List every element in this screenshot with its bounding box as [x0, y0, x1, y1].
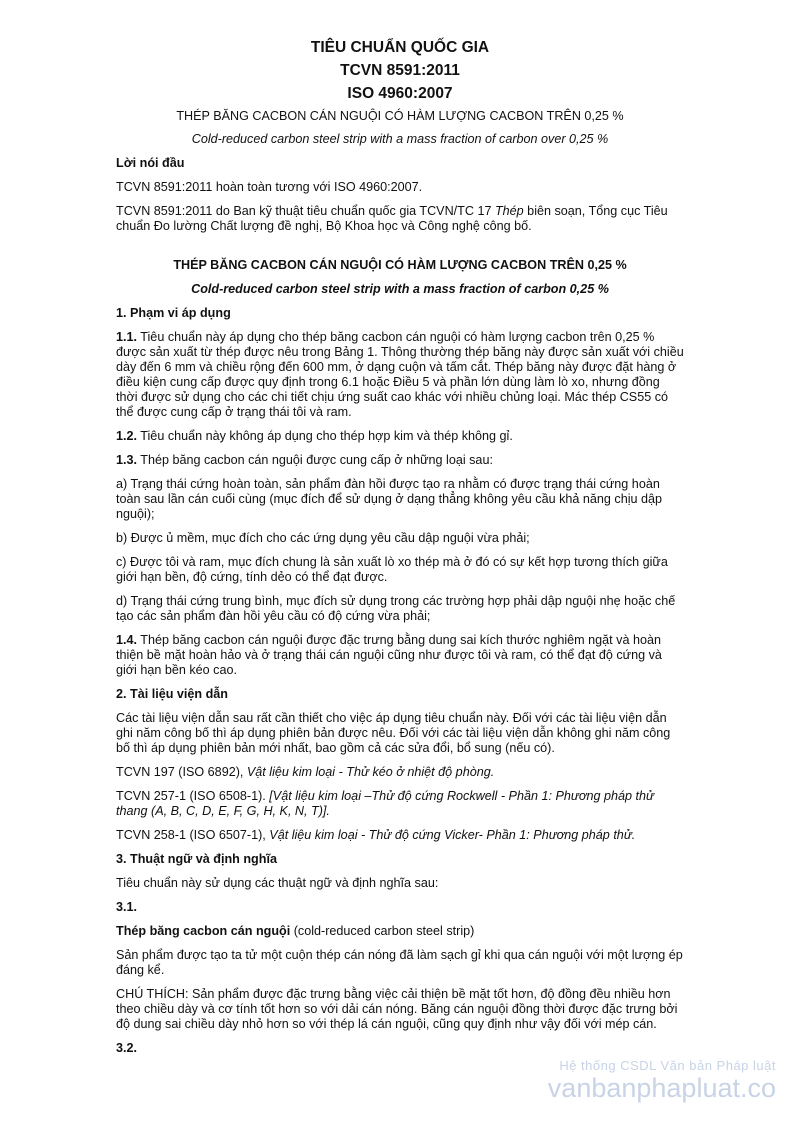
term-3-1-definition: Sản phẩm được tạo ta tử một cuộn thép cán nóng đã làm sạch gỉ khi qua cán nguội với một lượng ép đáng kể. [116, 948, 683, 977]
reference-2 [116, 789, 684, 819]
clause-1-4-num: 1.4. [116, 633, 138, 647]
term-3-1-number: 3.1. [116, 900, 138, 914]
reference-3-code: TCVN 258-1 (ISO 6507-1), [116, 828, 270, 842]
section-1-heading: 1. Phạm vi áp dụng [116, 306, 231, 320]
watermark [548, 1058, 776, 1103]
foreword-heading: Lời nói đầu [116, 156, 185, 170]
clause-1-1-num: 1.1. [116, 330, 138, 344]
national-standard-heading: TIÊU CHUẨN QUỐC GIA [310, 39, 490, 56]
section-3-intro: Tiêu chuẩn này sử dụng các thuật ngữ và định nghĩa sau: [116, 876, 439, 890]
watermark-line1: Hệ thống CSDL Văn bản Pháp luật [559, 1058, 776, 1073]
foreword-p1: TCVN 8591:2011 hoàn toàn tương với ISO 4960:2007. [116, 180, 423, 194]
iso-code: ISO 4960:2007 [347, 85, 453, 102]
tcvn-code: TCVN 8591:2011 [340, 62, 460, 79]
foreword-p2-italic: Thép [494, 204, 524, 218]
reference-1-code: TCVN 197 (ISO 6892), [116, 765, 247, 779]
reference-2-title: [Vật liệu kim loại –Thử độ cứng Rockwell - Phần 1: Phương pháp thử thang (A, B, C, D, E, F, G, H, K, N, T)]. [116, 789, 654, 818]
reference-2-code: TCVN 257-1 (ISO 6508-1). [116, 789, 270, 803]
list-item-c: c) Được tôi và ram, mục đích chung là sản xuất lò xo thép mà ở đó có sự kết hợp tương thích giữa giới hạn bền, độ cứng, tính dẻo có thể đạt được. [116, 555, 668, 584]
clause-1-2-text: Tiêu chuẩn này không áp dụng cho thép hợp kim và thép không gỉ. [137, 429, 513, 443]
clause-1-3-num: 1.3. [116, 453, 138, 467]
clause-1-3-text: Thép băng cacbon cán nguội được cung cấp ở những loại sau: [137, 453, 493, 467]
foreword-p2-a: TCVN 8591:2011 do Ban kỹ thuật tiêu chuẩn quốc gia TCVN/TC 17 [116, 204, 495, 218]
section-3-heading: 3. Thuật ngữ và định nghĩa [116, 852, 277, 866]
term-3-1 [116, 924, 684, 939]
main-title-vi: THÉP BĂNG CACBON CÁN NGUỘI CÓ HÀM LƯỢNG CACBON TRÊN 0,25 % [173, 258, 627, 272]
section-2-intro: Các tài liệu viện dẫn sau rất cần thiết cho việc áp dụng tiêu chuẩn này. Đối với các tài liệu viện dẫn ghi năm công bố thì áp dụng phiên bản được nêu. Đối với các tài liệu viện dẫn không ghi năm công bố thì áp dụng phiên bản mới nhất, bao gồm cả các sửa đổi, bổ sung (nếu có). [116, 711, 671, 755]
clause-1-4-text: Thép băng cacbon cán nguội được đặc trưng bằng dung sai kích thước nghiêm ngặt và hoàn thiện bề mặt hoàn hảo và ở trạng thái cán nguội cũng như được tôi và ram, có thể đạt độ cứng và giới hạn bền kéo cao. [116, 633, 662, 677]
reference-3 [116, 828, 684, 843]
clause-1-1-text: Tiêu chuẩn này áp dụng cho thép băng cacbon cán nguội có hàm lượng cacbon trên 0,25 % được sản xuất từ thép được nêu trong Bảng 1. Thông thường thép băng này được sản xuất với chiều dày đến 6 mm và chiều rộng đến 600 mm, ở dạng cuộn và tấm cắt. Thép băng này được đặt hàng ở điều kiện cung cấp được quy định trong 6.1 hoặc Điều 5 và phần lớn dùng làm lò xo, nhưng đồng thời được sử dụng cho các chi tiết chịu ứng suất cao khác với nhiều chủng loại. Mác thép CS55 có thể được cung cấp ở trạng thái tôi và ram. [116, 330, 684, 419]
term-3-1-english: (cold-reduced carbon steel strip) [290, 924, 475, 938]
clause-1-2 [116, 429, 684, 444]
clause-1-4 [116, 633, 684, 678]
term-3-2-number: 3.2. [116, 1041, 138, 1055]
list-item-d: d) Trạng thái cứng trung bình, mục đích sử dụng trong các trường hợp phải dập nguội nhẹ hoặc chế tạo các sản phẩm đàn hồi yêu cầu có độ cứng vừa phải; [116, 594, 676, 623]
term-3-1-name: Thép băng cacbon cán nguội [116, 924, 291, 938]
title-vi: THÉP BĂNG CACBON CÁN NGUỘI CÓ HÀM LƯỢNG CACBON TRÊN 0,25 % [176, 109, 624, 123]
watermark-line2: vanbanphapluat.co [547, 1073, 776, 1103]
term-3-1-note: CHÚ THÍCH: Sản phẩm được đặc trưng bằng việc cải thiện bề mặt tốt hơn, độ đồng đều nhiều hơn theo chiều dày và cơ tính tốt hơn so với dải cán nóng. Băng cán nguội đồng thời được đặc trưng bởi độ dung sai chiều dày nhỏ hơn so với thép lá cán nguội, cũng quy định như vậy đối với mép cán. [116, 987, 678, 1031]
reference-3-title: Vật liệu kim loại - Thử độ cứng Vicker- Phần 1: Phương pháp thử. [269, 828, 636, 842]
foreword-p2-b: biên soạn, Tổng cục Tiêu chuẩn Đo lường Chất lượng đề nghị, Bộ Khoa học và Công nghệ công bố. [116, 204, 668, 233]
list-item-b: b) Được ủ mềm, mục đích cho các ứng dụng yêu cầu dập nguội vừa phải; [116, 531, 530, 545]
main-title-en: Cold-reduced carbon steel strip with a mass fraction of carbon 0,25 % [191, 282, 609, 296]
clause-1-2-num: 1.2. [116, 429, 138, 443]
reference-1 [116, 765, 684, 780]
reference-1-title: Vật liệu kim loại - Thử kéo ở nhiệt độ phòng. [246, 765, 495, 779]
section-2-heading: 2. Tài liệu viện dẫn [116, 687, 228, 701]
list-item-a: a) Trạng thái cứng hoàn toàn, sản phẩm đàn hồi được tạo ra nhằm có được trạng thái cứng hoàn toàn sau lần cán cuối cùng (mục đích để sử dụng ở dạng thẳng không yêu cầu khả năng chịu dập nguội); [116, 477, 663, 521]
clause-1-3 [116, 453, 684, 468]
foreword-p2 [116, 204, 684, 234]
clause-1-1 [116, 330, 684, 420]
title-en: Cold-reduced carbon steel strip with a mass fraction of carbon over 0,25 % [191, 132, 609, 146]
document-page [116, 40, 684, 1056]
